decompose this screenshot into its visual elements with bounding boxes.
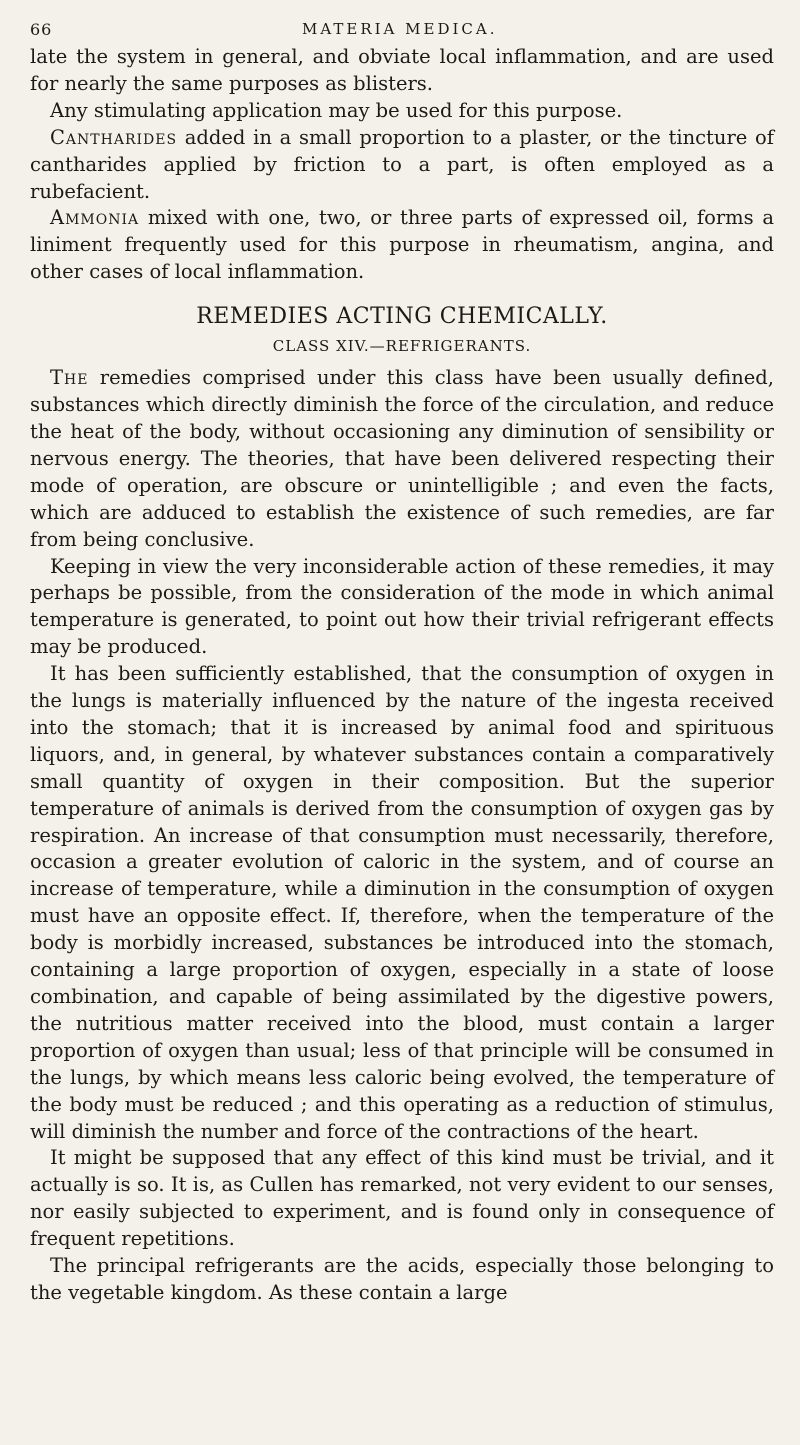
paragraph: Any stimulating application may be used for this purpose. bbox=[50, 98, 623, 122]
section-heading: REMEDIES ACTING CHEMICALLY. bbox=[196, 304, 608, 330]
running-head bbox=[30, 14, 774, 44]
paragraph-intro bbox=[30, 365, 774, 553]
term-ammonia: Ammonia bbox=[50, 206, 140, 230]
paragraph-ammonia bbox=[30, 205, 774, 286]
paragraph-text: mixed with one, two, or three parts of expressed oil, forms a liniment frequently used for this purpose in rheumatism, angina, and other cases of local inflammation. bbox=[30, 206, 774, 284]
term-cantharides: Cantharides bbox=[50, 125, 178, 149]
paragraph-text: added in a small proportion to a plaster, or the tincture of cantharides applied by friction to a part, is often employed as a rubefacient. bbox=[30, 125, 774, 203]
body-text bbox=[30, 44, 774, 1307]
paragraph: Keeping in view the very inconsiderable action of these remedies, it may perhaps be possible, from the consideration of the mode in which animal temperature is generated, to point out how their trivial refrigerant effects may be produced. bbox=[30, 554, 774, 659]
intro-lead-word: The bbox=[50, 366, 89, 390]
running-title: MATERIA MEDICA. bbox=[302, 20, 498, 38]
paragraph: It has been sufficiently established, that the consumption of oxygen in the lungs is materially influenced by the nature of the ingesta received into the stomach; that it is increased by animal food and spirituous liquors, and, in general, by whatever substances contain a comparatively small quantity of oxygen in their composition. But the superior temperature of animals is derived from the consumption of oxygen gas by respiration. An increase of that consumption must necessarily, therefore, occasion a greater evolution of caloric in the system, and of course an increase of temperature, while a diminution in the consumption of oxygen must have an opposite effect. If, therefore, when the temperature of the body is morbidly increased, substances be introduced into the stomach, containing a large proportion of oxygen, especially in a state of loose combination, and capable of being assimilated by the digestive powers, the nutritious matter received into the blood, must contain a larger proportion of oxygen than usual; less of that principle will be consumed in the lungs, by which means less caloric being evolved, the temperature of the body must be reduced ; and this operating as a reduction of stimulus, will diminish the number and force of the contractions of the heart. bbox=[30, 662, 774, 1143]
paragraph-cantharides bbox=[30, 125, 774, 206]
paragraph: It might be supposed that any effect of this kind must be trivial, and it actually is so. It is, as Cullen has remarked, not very evident to our senses, nor easily subjected to experiment, and is found only in consequence of frequent repetitions. bbox=[30, 1146, 774, 1251]
class-heading: CLASS XIV.—REFRIGERANTS. bbox=[272, 337, 532, 356]
paragraph: The principal refrigerants are the acids, especially those belonging to the vegetable kingdom. As these contain a large bbox=[30, 1254, 774, 1304]
paragraph-text: remedies comprised under this class have been usually defined, substances which directly diminish the force of the circulation, and reduce the heat of the body, without occasioning any diminution of sensibility or nervous energy. The theories, that have been delivered respecting their mode of operation, are obscure or unintelligible ; and even the facts, which are adduced to establish the existence of such remedies, are far from being conclusive. bbox=[30, 366, 774, 551]
page-number: 66 bbox=[30, 20, 53, 39]
paragraph: late the system in general, and obviate local inflammation, and are used for nearly the same purposes as blisters. bbox=[30, 45, 774, 95]
